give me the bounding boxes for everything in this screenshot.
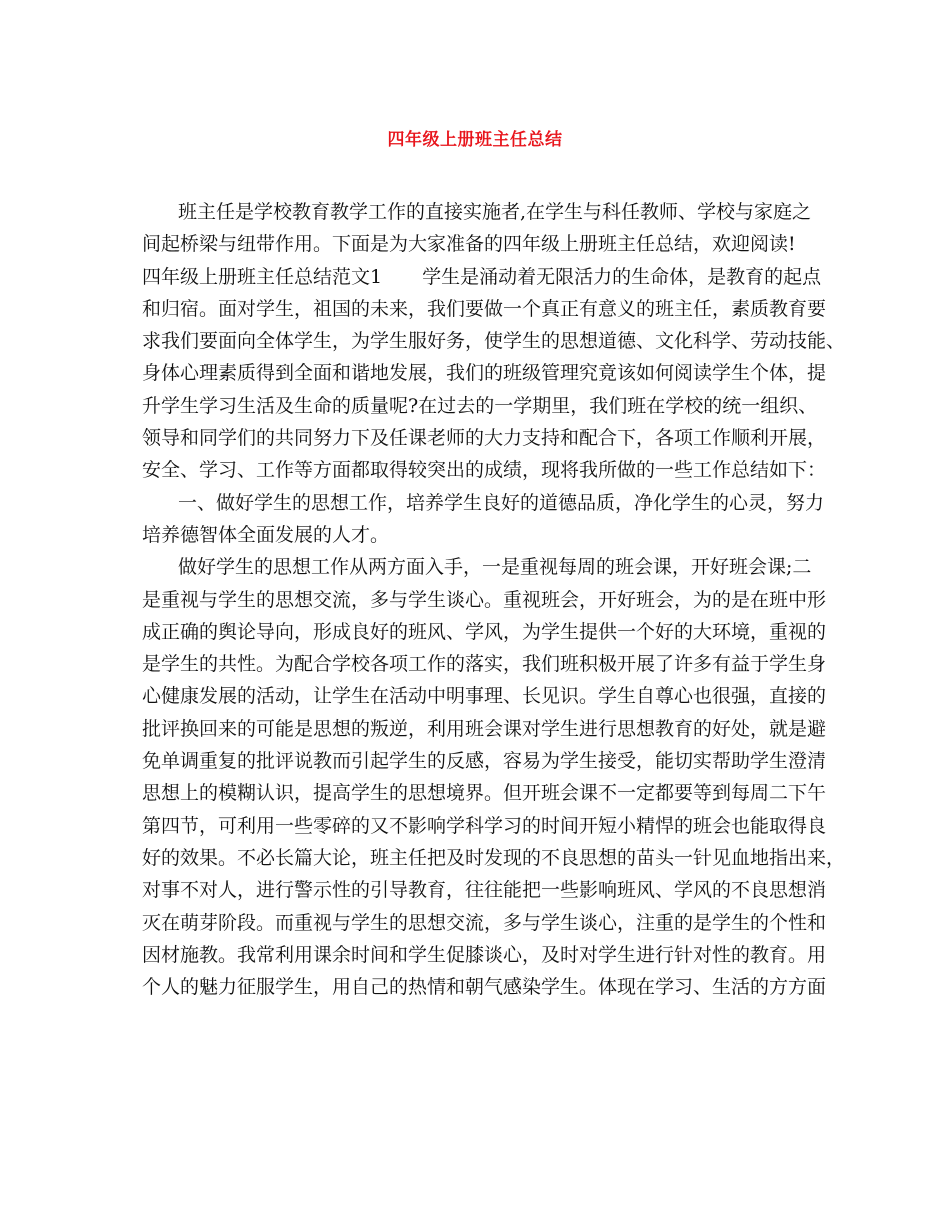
text-line: 一、做好学生的思想工作，培养学生良好的道德品质，净化学生的心灵，努力 bbox=[178, 491, 825, 514]
text-line: 身体心理素质得到全面和谐地发展，我们的班级管理究竟该如何阅读学生个体，提 bbox=[142, 362, 827, 385]
text-line: 升学生学习生活及生命的质量呢?在过去的一学期里，我们班在学校的统一组织、 bbox=[142, 394, 818, 417]
text-line: 对事不对人，进行警示性的引导教育，往往能把一些影响班风、学风的不良思想消 bbox=[142, 879, 827, 902]
text-line: 间起桥梁与纽带作用。下面是为大家准备的四年级上册班主任总结，欢迎阅读! bbox=[142, 233, 796, 256]
document-title: 四年级上册班主任总结 bbox=[387, 130, 563, 150]
text-line: 因材施教。我常利用课余时间和学生促膝谈心，及时对学生进行针对性的教育。用 bbox=[142, 943, 827, 966]
text-segment: 学生是涌动着无限活力的生命体，是教育的起点 bbox=[422, 265, 822, 288]
text-line: 求我们要面向全体学生，为学生服好务，使学生的思想道德、文化科学、劳动技能、 bbox=[142, 330, 846, 353]
text-line bbox=[142, 261, 822, 293]
text-line: 好的效果。不必长篇大论，班主任把及时发现的不良思想的苗头一针见血地指出来， bbox=[142, 846, 846, 869]
text-line: 个人的魅力征服学生，用自己的热情和朝气感染学生。体现在学习、生活的方方面 bbox=[142, 976, 827, 999]
text-line: 领导和同学们的共同努力下及任课老师的大力支持和配合下，各项工作顺利开展， bbox=[142, 427, 827, 450]
text-line: 批评换回来的可能是思想的叛逆，利用班会课对学生进行思想教育的好处，就是避 bbox=[142, 717, 827, 740]
text-line: 是重视与学生的思想交流，多与学生谈心。重视班会，开好班会，为的是在班中形 bbox=[142, 588, 827, 611]
text-line: 成正确的舆论导向，形成良好的班风、学风，为学生提供一个好的大环境，重视的 bbox=[142, 620, 827, 643]
document-body bbox=[142, 196, 846, 1003]
text-line: 思想上的模糊认识，提高学生的思想境界。但开班会课不一定都要等到每周二下午 bbox=[142, 782, 827, 805]
text-line: 做好学生的思想工作从两方面入手，一是重视每周的班会课，开好班会课;二 bbox=[178, 556, 812, 579]
text-line: 班主任是学校教育教学工作的直接实施者,在学生与科任教师、学校与家庭之 bbox=[178, 201, 812, 223]
text-line: 心健康发展的活动，让学生在活动中明事理、长见识。学生自尊心也很强，直接的 bbox=[142, 685, 827, 708]
text-line: 灭在萌芽阶段。而重视与学生的思想交流，多与学生谈心，注重的是学生的个性和 bbox=[142, 911, 827, 934]
text-line: 和归宿。面对学生，祖国的未来，我们要做一个真正有意义的班主任，素质教育要 bbox=[142, 297, 827, 320]
text-line: 培养德智体全面发展的人才。 bbox=[142, 523, 390, 546]
section-heading: 四年级上册班主任总结范文1 bbox=[142, 265, 383, 288]
text-line: 免单调重复的批评说教而引起学生的反感，容易为学生接受，能切实帮助学生澄清 bbox=[142, 750, 827, 773]
text-line: 第四节，可利用一些零碎的又不影响学科学习的时间开短小精悍的班会也能取得良 bbox=[142, 814, 827, 837]
text-line: 是学生的共性。为配合学校各项工作的落实，我们班积极开展了许多有益于学生身 bbox=[142, 653, 827, 676]
text-line: 安全、学习、工作等方面都取得较突出的成绩，现将我所做的一些工作总结如下： bbox=[142, 459, 827, 482]
